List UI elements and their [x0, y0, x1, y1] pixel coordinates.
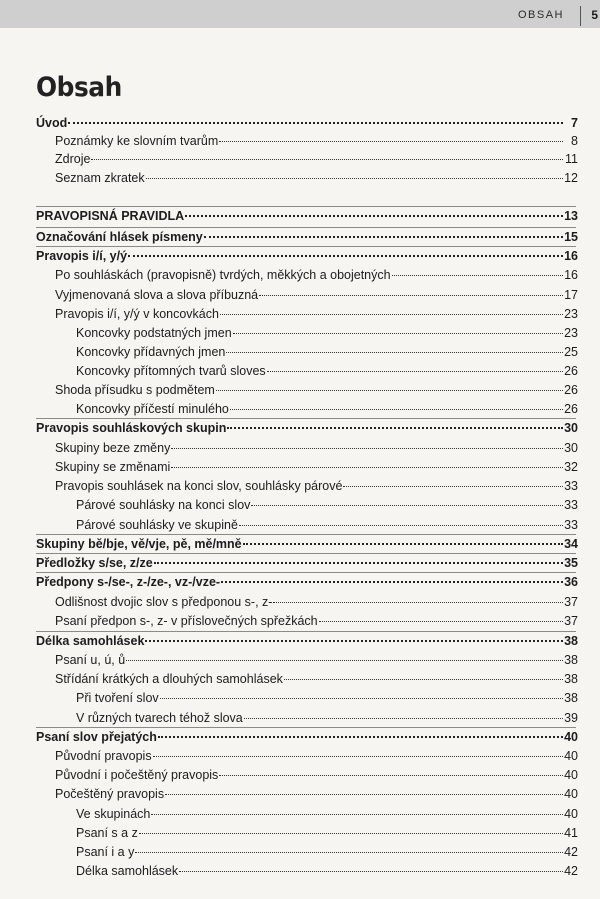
dot-leader — [165, 794, 563, 795]
dot-leader — [219, 775, 563, 776]
toc-entry-label: Koncovky přítomných tvarů sloves — [76, 364, 266, 378]
toc-entry-page: 35 — [564, 556, 578, 570]
page-title: Obsah — [36, 72, 122, 103]
toc-entry-page: 7 — [571, 116, 578, 130]
dot-leader — [259, 295, 563, 296]
toc-entry-page: 40 — [564, 807, 578, 821]
section-divider — [36, 534, 576, 535]
toc-entry-page: 16 — [564, 249, 578, 263]
toc-entry-label: Zdroje — [55, 152, 91, 166]
toc-entry-page: 38 — [564, 653, 578, 667]
toc-entry — [36, 634, 578, 652]
toc-entry-page: 8 — [571, 134, 578, 148]
dot-leader — [160, 698, 563, 699]
toc-entry — [55, 787, 578, 805]
toc-entry-page: 30 — [564, 441, 578, 455]
toc-entry-label: Skupiny bě/bje, vě/vje, pě, mě/mně — [36, 537, 242, 551]
toc-entry-page: 42 — [564, 845, 578, 859]
toc-entry — [55, 152, 578, 170]
toc-entry — [76, 864, 578, 882]
page-number: 5 — [591, 8, 598, 22]
dot-leader — [267, 371, 563, 372]
dot-leader — [216, 390, 563, 391]
dot-leader — [244, 718, 563, 719]
toc-entry — [36, 209, 578, 227]
toc-entry — [55, 672, 578, 690]
toc-entry-label: Shoda přísudku s podmětem — [55, 383, 215, 397]
dot-leader — [171, 448, 563, 449]
toc-entry-page: 40 — [564, 768, 578, 782]
toc-entry-label: Poznámky ke slovním tvarům — [55, 134, 219, 148]
toc-entry-page: 38 — [564, 691, 578, 705]
dot-leader — [239, 525, 563, 526]
dot-leader — [146, 178, 563, 179]
dot-leader — [154, 562, 563, 564]
dot-leader — [91, 159, 563, 160]
toc-entry-page: 33 — [564, 518, 578, 532]
toc-entry-page: 36 — [564, 575, 578, 589]
toc-entry-label: Psaní předpon s-, z- v příslovečných spřežkách — [55, 614, 318, 628]
dot-leader — [139, 833, 563, 834]
dot-leader — [273, 602, 563, 603]
toc-entry-label: Původní pravopis — [55, 749, 152, 763]
toc-entry — [76, 826, 578, 844]
toc-entry-label: Skupiny se změnami — [55, 460, 171, 474]
toc-entry-page: 12 — [564, 171, 578, 185]
toc-entry-label: Odlišnost dvojic slov s předponou s-, z- — [55, 595, 273, 609]
toc-entry-label: Koncovky přídavných jmen — [76, 345, 226, 359]
toc-entry — [76, 364, 578, 382]
toc-entry-label: Označování hlásek písmeny — [36, 230, 203, 244]
dot-leader — [233, 333, 563, 334]
toc-entry — [55, 383, 578, 401]
dot-leader — [68, 122, 563, 124]
toc-entry-page: 16 — [564, 268, 578, 282]
toc-entry-page: 32 — [564, 460, 578, 474]
dot-leader — [226, 352, 563, 353]
section-divider — [36, 572, 576, 573]
dot-leader — [343, 486, 563, 487]
toc-entry-label: V různých tvarech téhož slova — [76, 711, 243, 725]
toc-entry-page: 38 — [564, 634, 578, 648]
dot-leader — [319, 621, 563, 622]
section-divider — [36, 206, 576, 207]
toc-entry-label: Skupiny beze změny — [55, 441, 171, 455]
dot-leader — [158, 736, 563, 738]
toc-entry — [55, 653, 578, 671]
toc-entry-label: Úvod — [36, 116, 68, 130]
toc-entry-label: PRAVOPISNÁ PRAVIDLA — [36, 209, 185, 223]
toc-entry-page: 42 — [564, 864, 578, 878]
dot-leader — [251, 505, 563, 506]
toc-entry — [55, 441, 578, 459]
section-divider — [36, 418, 576, 419]
toc-entry — [76, 345, 578, 363]
toc-entry — [55, 768, 578, 786]
toc-entry-label: Vyjmenovaná slova a slova příbuzná — [55, 288, 259, 302]
toc-entry-page: 13 — [564, 209, 578, 223]
toc-entry — [55, 134, 578, 152]
toc-entry-page: 26 — [564, 383, 578, 397]
toc-entry-label: Délka samohlásek — [76, 864, 179, 878]
dot-leader — [284, 679, 563, 680]
toc-entry — [76, 845, 578, 863]
toc-entry-label: Po souhláskách (pravopisně) tvrdých, měkkých a obojetných — [55, 268, 391, 282]
toc-entry-label: Párové souhlásky na konci slov — [76, 498, 251, 512]
toc-entry — [55, 268, 578, 286]
toc-entry-page: 40 — [564, 730, 578, 744]
dot-leader — [392, 275, 563, 276]
toc-entry — [76, 326, 578, 344]
toc-entry-label: Seznam zkratek — [55, 171, 145, 185]
toc-entry-page: 33 — [564, 498, 578, 512]
toc-entry-label: Délka samohlásek — [36, 634, 145, 648]
toc-entry-label: Koncovky příčestí minulého — [76, 402, 229, 416]
dot-leader — [220, 314, 563, 315]
dot-leader — [179, 871, 563, 872]
toc-entry-page: 23 — [564, 326, 578, 340]
toc-entry-label: Koncovky podstatných jmen — [76, 326, 232, 340]
toc-entry-page: 25 — [564, 345, 578, 359]
toc-entry-page: 26 — [564, 364, 578, 378]
running-header-section: OBSAH — [517, 9, 564, 21]
dot-leader — [221, 581, 563, 583]
dot-leader — [171, 467, 563, 468]
toc-entry — [36, 421, 578, 439]
toc-entry-page: 17 — [564, 288, 578, 302]
toc-entry — [55, 614, 578, 632]
dot-leader — [128, 255, 563, 257]
toc-entry-page: 41 — [564, 826, 578, 840]
toc-entry — [55, 595, 578, 613]
toc-entry-page: 38 — [564, 672, 578, 686]
toc-entry-label: Původní i počeštěný pravopis — [55, 768, 219, 782]
dot-leader — [126, 660, 563, 661]
toc-entry-page: 23 — [564, 307, 578, 321]
section-divider — [36, 227, 576, 228]
dot-leader — [145, 640, 563, 642]
toc-entry-label: Psaní s a z — [76, 826, 138, 840]
toc-entry-label: Předpony s-/se-, z-/ze-, vz-/vze- — [36, 575, 221, 589]
dot-leader — [151, 814, 563, 815]
toc-entry-page: 37 — [564, 614, 578, 628]
toc-entry — [36, 575, 578, 593]
toc-entry-label: Pravopis souhláskových skupin — [36, 421, 227, 435]
toc-entry — [76, 691, 578, 709]
toc-entry-label: Předložky s/se, z/ze — [36, 556, 153, 570]
toc-entry-page: 15 — [564, 230, 578, 244]
dot-leader — [230, 409, 563, 410]
toc-entry-label: Ve skupinách — [76, 807, 151, 821]
section-divider — [36, 246, 576, 247]
dot-leader — [219, 141, 563, 142]
toc-entry-label: Pravopis i/í, y/ý — [36, 249, 128, 263]
toc-entry-page: 40 — [564, 787, 578, 801]
section-divider — [36, 631, 576, 632]
toc-entry — [55, 749, 578, 767]
toc-entry-label: Pravopis souhlásek na konci slov, souhlásky párové — [55, 479, 343, 493]
toc-entry — [36, 116, 578, 134]
toc-entry — [76, 807, 578, 825]
section-divider — [36, 727, 576, 728]
toc-entry-page: 26 — [564, 402, 578, 416]
toc-entry-page: 30 — [564, 421, 578, 435]
toc-entry-page: 39 — [564, 711, 578, 725]
toc-entry-page: 34 — [564, 537, 578, 551]
toc-entry-label: Párové souhlásky ve skupině — [76, 518, 238, 532]
toc-entry-label: Při tvoření slov — [76, 691, 159, 705]
section-divider — [36, 553, 576, 554]
toc-entry-label: Psaní slov přejatých — [36, 730, 157, 744]
dot-leader — [243, 543, 563, 545]
dot-leader — [153, 756, 563, 757]
toc-entry-page: 40 — [564, 749, 578, 763]
toc-entry-label: Počeštěný pravopis — [55, 787, 165, 801]
toc-entry-page: 33 — [564, 479, 578, 493]
dot-leader — [185, 215, 563, 217]
toc-entry — [36, 730, 578, 748]
toc-entry — [36, 249, 578, 267]
toc-entry — [55, 307, 578, 325]
toc-entry — [55, 460, 578, 478]
toc-entry-label: Pravopis i/í, y/ý v koncovkách — [55, 307, 219, 321]
toc-entry — [55, 288, 578, 306]
dot-leader — [204, 236, 563, 238]
toc-entry — [55, 479, 578, 497]
toc-entry-label: Psaní u, ú, ů — [55, 653, 126, 667]
toc-entry — [55, 171, 578, 189]
dot-leader — [135, 852, 563, 853]
toc-entry-label: Střídání krátkých a dlouhých samohlásek — [55, 672, 283, 686]
toc-entry-page: 11 — [565, 152, 578, 166]
dot-leader — [227, 427, 563, 429]
toc-entry-label: Psaní i a y — [76, 845, 135, 859]
toc-entry-page: 37 — [564, 595, 578, 609]
toc-entry — [76, 498, 578, 516]
